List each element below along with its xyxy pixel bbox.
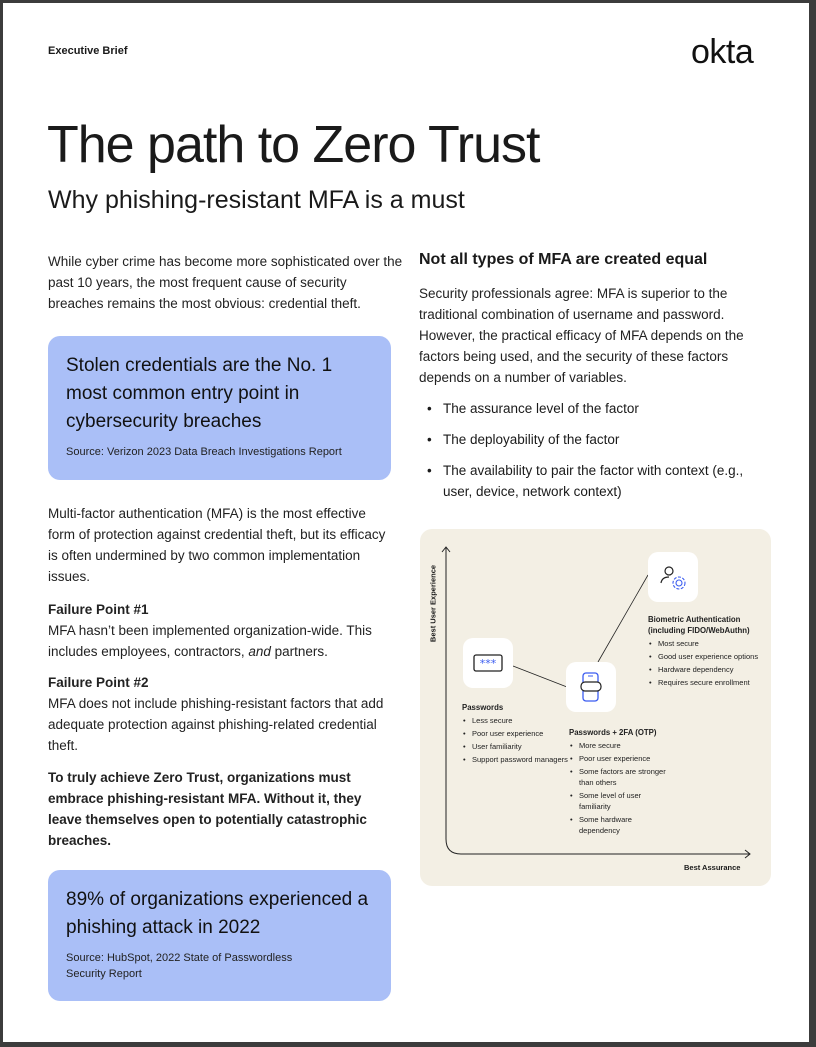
list-item: • Support password managers xyxy=(462,754,572,765)
list-item: • Most secure xyxy=(648,638,763,649)
mfa-text: Multi-factor authentication (MFA) is the most effective form of protection against credential theft, but its efficacy is often undermined by two common implementation issues. xyxy=(48,506,386,584)
node-title: Biometric Authentication (including FIDO/WebAuthn) xyxy=(648,615,750,635)
page-subtitle: Why phishing-resistant MFA is a must xyxy=(48,186,465,214)
list-item: • Less secure xyxy=(462,715,572,726)
list-item: • The deployability of the factor xyxy=(423,429,763,450)
list-item: • Some level of user familiarity xyxy=(569,790,669,812)
mfa-diagram xyxy=(420,529,771,886)
section-heading: Not all types of MFA are created equal xyxy=(419,251,708,268)
list-item: • User familiarity xyxy=(462,741,572,752)
passwords-description xyxy=(462,702,572,767)
node-title: Passwords xyxy=(462,703,504,712)
failure-point-2-title: Failure Point #2 xyxy=(48,675,149,690)
connector-line xyxy=(513,666,567,687)
list-item: • Some hardware dependency xyxy=(569,814,669,836)
document-page xyxy=(3,3,809,1042)
list-item: • Hardware dependency xyxy=(648,664,763,675)
list-item: • Good user experience options xyxy=(648,651,763,662)
biometric-description xyxy=(648,614,763,690)
user-fingerprint-icon xyxy=(648,552,698,602)
failure-point-1-text xyxy=(48,620,393,662)
text-emphasis: and xyxy=(248,644,271,659)
conclusion-text: To truly achieve Zero Trust, organizations must embrace phishing-resistant MFA. Without it, they leave themselves open to potentially catastrophic breaches. xyxy=(48,770,367,848)
callout-source: Source: HubSpot, 2022 State of Passwordless Security Report xyxy=(66,952,293,980)
phone-message-icon xyxy=(566,662,616,712)
otp-description xyxy=(569,727,669,838)
y-axis-label: Best User Experience xyxy=(428,564,438,643)
callout-text: 89% of organizations experienced a phishing attack in 2022 xyxy=(66,889,369,938)
doc-label: Executive Brief xyxy=(48,45,128,57)
text: MFA hasn’t been implemented organization-wide. This includes employees, contractors, xyxy=(48,623,372,659)
stat-callout xyxy=(48,336,391,480)
svg-text:***: *** xyxy=(479,657,497,670)
failure-point-2-text: MFA does not include phishing-resistant factors that add adequate protection against phishing-related credential theft. xyxy=(48,696,384,753)
failure-point-1-title: Failure Point #1 xyxy=(48,602,149,617)
intro-text: While cyber crime has become more sophisticated over the past 10 years, the most frequent cause of security breaches remains the most obvious: credential theft. xyxy=(48,254,403,311)
page-title: The path to Zero Trust xyxy=(47,116,540,174)
callout-source: Source: Verizon 2023 Data Breach Investigations Report xyxy=(66,446,342,458)
text: partners. xyxy=(270,644,328,659)
list-item: • Requires secure enrollment xyxy=(648,677,763,688)
x-axis-label: Best Assurance xyxy=(684,863,741,872)
node-title: Passwords + 2FA (OTP) xyxy=(569,728,657,737)
okta-logo: okta xyxy=(691,33,754,71)
stat-callout-2 xyxy=(48,870,391,1001)
section-body: Security professionals agree: MFA is superior to the traditional combination of username and password. However, the practical efficacy of MFA depends on the factors being used, and the security of these factors depends on a number of variables. xyxy=(419,286,744,385)
list-item: • Poor user experience xyxy=(569,753,669,764)
factor-list xyxy=(423,398,763,512)
list-item: • More secure xyxy=(569,740,669,751)
list-item: • The availability to pair the factor with context (e.g., user, device, network context) xyxy=(423,460,763,502)
list-item: • Poor user experience xyxy=(462,728,572,739)
password-icon xyxy=(463,638,513,688)
callout-text: Stolen credentials are the No. 1 most common entry point in cybersecurity breaches xyxy=(66,355,333,432)
list-item: • Some factors are stronger than others xyxy=(569,766,669,788)
list-item: • The assurance level of the factor xyxy=(423,398,763,419)
connector-line xyxy=(598,575,648,662)
